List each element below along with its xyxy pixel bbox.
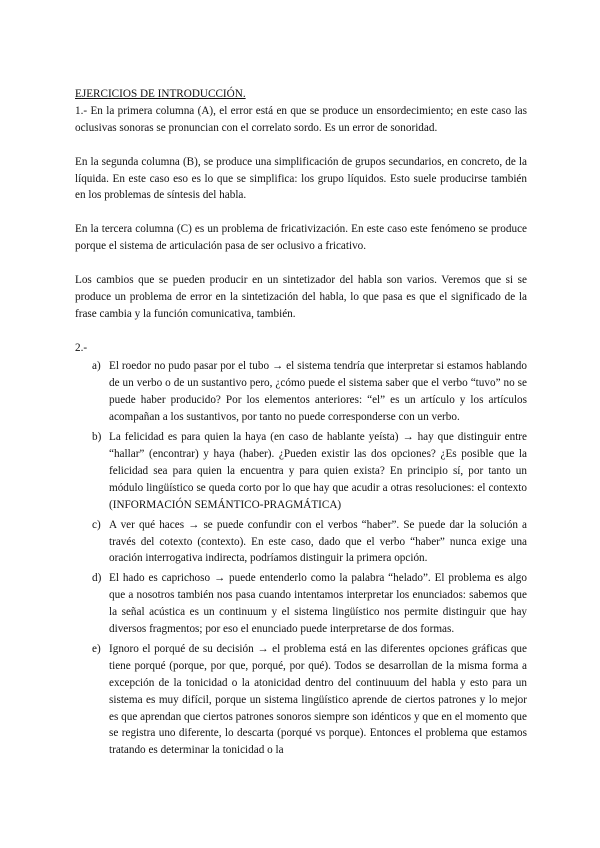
paragraph-column-a: 1.- En la primera columna (A), el error está en que se produce un ensordecimiento; en este caso las oclusivas sonoras se pronuncian con el correlato sordo. Es un error de sonoridad. (75, 104, 527, 134)
paragraph-column-b: En la segunda columna (B), se produce una simplificación de grupos secundarios, en concreto, de la líquida. En este caso eso es lo que se simplifica: los grupo líquidos. Esto suele producirse también en los problemas de síntesis del habla. (75, 155, 527, 202)
exercise-list (75, 358, 527, 759)
section-2-label: 2.- (75, 341, 88, 354)
list-marker: b) (92, 431, 102, 444)
list-item (75, 358, 527, 426)
list-item (75, 570, 527, 638)
paragraph-column-c: En la tercera columna (C) es un problema de fricativización. En este caso este fenómeno se produce porque el sistema de articulación pasa de ser oclusivo a fricativo. (75, 223, 527, 253)
list-item-text: El roedor no pudo pasar por el tubo → el sistema tendría que interpretar si estamos hablando de un verbo o de un sustantivo pero, ¿cómo puede el sistema saber que el verbo “tuvo” no se puede haber producido? Por los elementos anteriores: “el” es un artículo y los artículos acompañan a los sustantivos, por tanto no puede corresponderse con un verbo. (109, 360, 527, 424)
list-item (75, 429, 527, 514)
list-item-text: La felicidad es para quien la haya (en caso de hablante yeísta) → hay que distinguir entre “hallar” (encontrar) y haya (haber). ¿Pueden existir las dos opciones? ¿Es posible que la felicidad sea para quien la encuentra y para quien exista? En principio sí, por tanto un módulo lingüístico se queda corto por lo que hay que acudir a otras resoluciones: el contexto (INFORMACIÓN SEMÁNTICO-PRAGMÁTICA) (109, 431, 527, 511)
list-item (75, 641, 527, 759)
list-marker: d) (92, 572, 102, 585)
list-marker: a) (92, 360, 101, 373)
list-item (75, 517, 527, 568)
list-item-text: Ignoro el porqué de su decisión → el problema está en las diferentes opciones gráficas que tiene porqué (porque, por que, porqué, por qué). Todos se desarrollan de la misma forma a excepción de la tonicidad o la atonicidad dentro del continuuum del habla y esto para un sistema es muy difícil, porque un sistema lingüístico aprende de ciertos patrones y lo mejor es que aprendan que ciertos patrones sonoros siempre son idénticos y que en el momento que se registra uno diferente, lo descarta (porqué vs porque). Entonces el problema que estamos tratando es determinar la tonicidad o la (109, 642, 527, 757)
list-marker: c) (92, 518, 101, 531)
paragraph-conclusion: Los cambios que se pueden producir en un sintetizador del habla son varios. Veremos que si se produce un problema de error en la sintetización del habla, lo que pasa es que el significado de la frase cambia y la función comunicativa, también. (75, 273, 527, 320)
list-marker: e) (92, 642, 101, 655)
list-item-text: El hado es caprichoso → puede entenderlo como la palabra “helado”. El problema es algo que a nosotros también nos pasa cuando intentamos interpretar los enunciados: sabemos que la señal acústica es un continuum y el sistema lingüístico nos permite distinguir que hay diversos fragmentos; por eso el enunciado puede interpretarse de dos formas. (109, 572, 527, 636)
list-item-text: A ver qué haces → se puede confundir con el verbos “haber”. Se puede dar la solución a través del cotexto (contexto). En este caso, dado que el verbo “haber” nunca exige una oración interrogativa indirecta, podríamos distinguir la primera opción. (109, 518, 527, 565)
document-body (75, 86, 527, 762)
document-title: EJERCICIOS DE INTRODUCCIÓN. (75, 88, 246, 100)
